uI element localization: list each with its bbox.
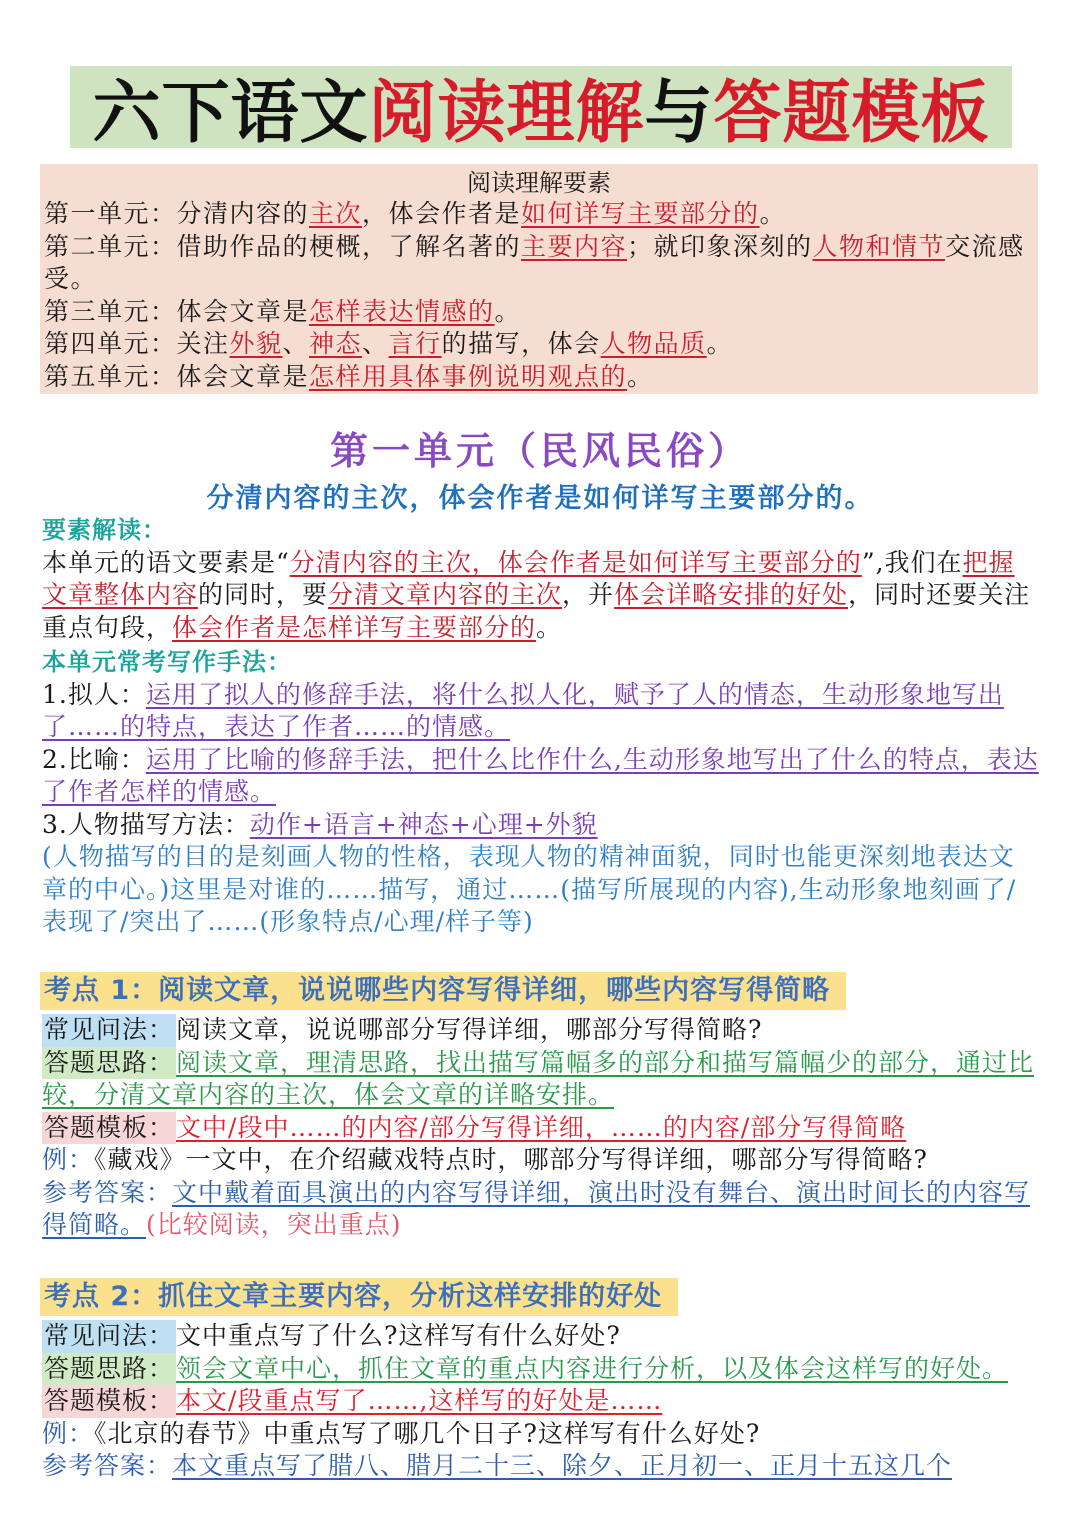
test-point-heading: 考点 2：抓住文章主要内容，分析这样安排的好处: [40, 1278, 678, 1316]
title-part: 与: [644, 73, 714, 153]
unit-element-line: 第三单元：体会文章是怎样表达情感的。: [44, 296, 522, 326]
element-interpretation: [42, 514, 1040, 939]
title-part: 六下语文: [92, 73, 369, 153]
unit-subtitle: 分清内容的主次，体会作者是如何详写主要部分的。: [206, 483, 874, 514]
title-part: 阅读理解: [368, 73, 645, 153]
test-point-1: [42, 1014, 1040, 1242]
unit-element-line: 第五单元：体会文章是怎样用具体事例说明观点的。: [44, 361, 654, 391]
test-point-2: [42, 1320, 1040, 1483]
page-title: [70, 66, 1012, 153]
method-item: 2.比喻：运用了比喻的修辞手法，把什么比作什么,生动形象地写出了什么的特点，表达了作者怎样的情感。: [42, 744, 1039, 806]
thinking-line: 答题思路：阅读文章，理清思路，找出描写篇幅多的部分和描写篇幅少的部分，通过比较，分清文章内容的主次，体会文章的详略安排。: [42, 1047, 1035, 1109]
unit-title: 第一单元（民风民俗）: [329, 429, 750, 473]
section-heading: 本单元常考写作手法：: [42, 648, 292, 676]
section-heading: 要素解读：: [42, 516, 167, 544]
unit-element-line: 第一单元：分清内容的主次，体会作者是如何详写主要部分的。: [44, 199, 787, 228]
question-line: 常见问法：阅读文章，说说哪部分写得详细，哪部分写得简略?: [42, 1014, 1040, 1047]
reading-elements-box: [40, 164, 1038, 394]
test-point-heading: 考点 1：阅读文章，说说哪些内容写得详细，哪些内容写得简略: [40, 972, 846, 1010]
thinking-line: 答题思路：领会文章中心，抓住文章的重点内容进行分析，以及体会这样写的好处。: [42, 1353, 1040, 1386]
elements-heading: 阅读理解要素: [467, 169, 611, 197]
question-line: 常见问法：文中重点写了什么?这样写有什么好处?: [42, 1320, 1040, 1353]
template-line: 答题模板：本文/段重点写了……,这样写的好处是……: [42, 1385, 1040, 1418]
template-line: 答题模板：文中/段中……的内容/部分写得详细，……的内容/部分写得简略: [42, 1112, 1040, 1145]
interpretation-paragraph: 本单元的语文要素是“分清内容的主次，体会作者是如何详写主要部分的”,我们在把握文章整体内容的同时，要分清文章内容的主次，并体会详略安排的好处，同时还要关注重点句段，体会作者是怎样详写主要部分的。: [42, 547, 1031, 642]
title-part: 答题模板: [713, 73, 990, 153]
method-note: (人物描写的目的是刻画人物的性格，表现人物的精神面貌，同时也能更深刻地表达文章的中心。)这里是对谁的……描写，通过……(描写所展现的内容),生动形象地刻画了/表现了/突出了……(形象特点/心理/样子等): [42, 842, 1017, 936]
method-item: 1.拟人：运用了拟人的修辞手法，将什么拟人化，赋予了人的情态，生动形象地写出了……的特点，表达了作者……的情感。: [42, 679, 1004, 741]
unit-element-line: 第二单元：借助作品的梗概，了解名著的主要内容；就印象深刻的人物和情节交流感受。: [44, 231, 1025, 293]
answer-line: 参考答案：本文重点写了腊八、腊月二十三、除夕、正月初一、正月十五这几个: [42, 1451, 953, 1480]
method-item: 3.人物描写方法：动作+语言+神态+心理+外貌: [42, 809, 598, 839]
unit-element-line: 第四单元：关注外貌、神态、言行的描写，体会人物品质。: [44, 329, 734, 358]
example-line: 例：《藏戏》一文中，在介绍藏戏特点时，哪部分写得详细，哪部分写得简略?: [42, 1145, 928, 1174]
example-line: 例：《北京的春节》中重点写了哪几个日子?这样写有什么好处?: [42, 1418, 761, 1448]
answer-line: 参考答案：文中戴着面具演出的内容写得详细，演出时没有舞台、演出时间长的内容写得简略。(比较阅读，突出重点): [42, 1177, 1031, 1239]
